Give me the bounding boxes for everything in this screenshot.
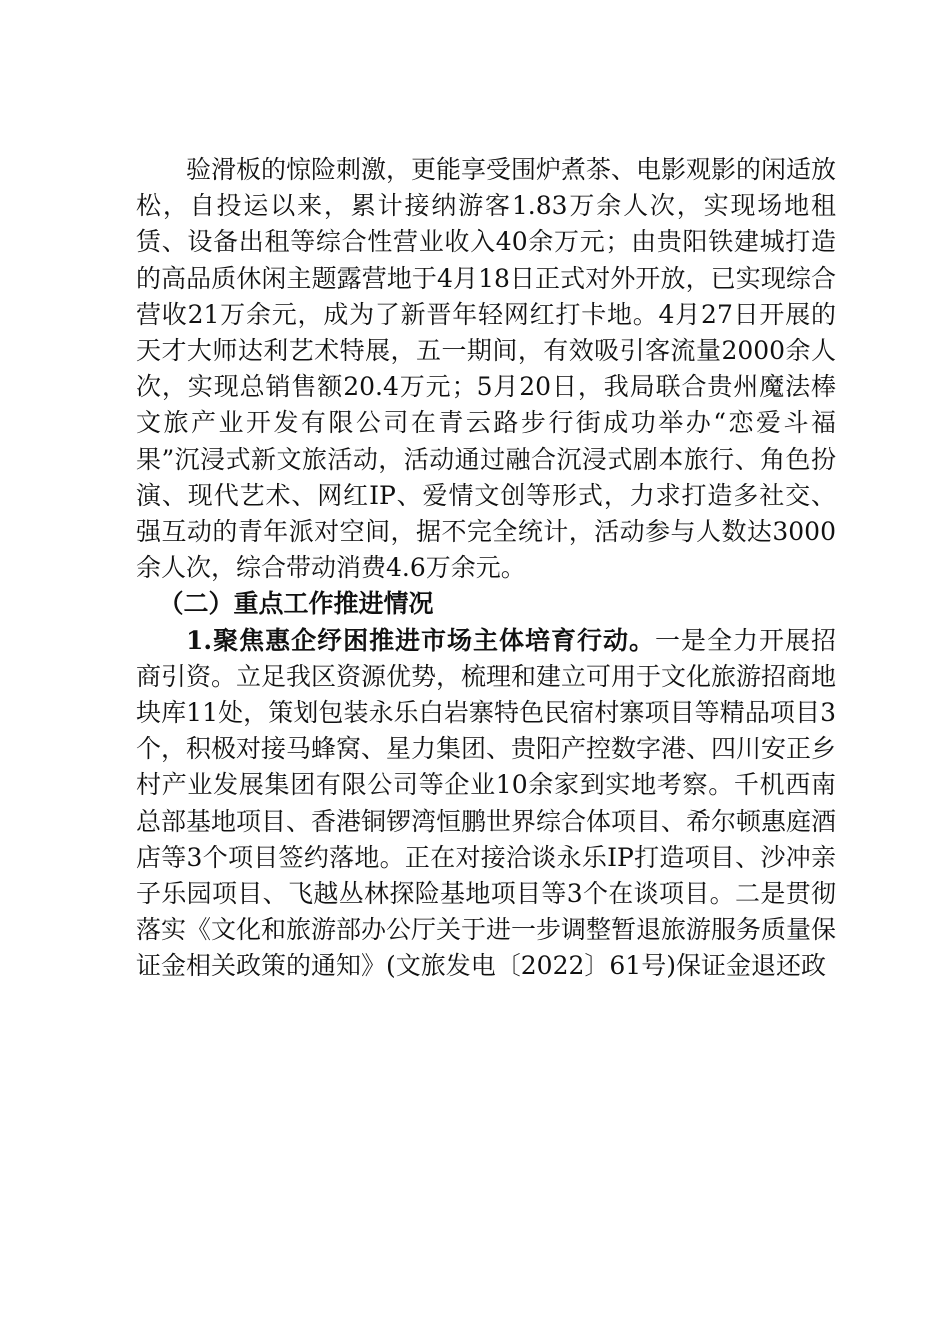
paragraph-market-cultivation [136,623,836,985]
paragraph-continuation: 验滑板的惊险刺激，更能享受围炉煮茶、电影观影的闲适放松，自投运以来，累计接纳游客1.83万余人次，实现场地租赁、设备出租等综合性营业收入40余万元；由贵阳铁建城打造的高品质休闲主题露营地于4月18日正式对外开放，已实现综合营收21万余元，成为了新晋年轻网红打卡地。4月27日开展的天才大师达利艺术特展，五一期间，有效吸引客流量2000余人次，实现总销售额20.4万元；5月20日，我局联合贵州魔法棒文旅产业开发有限公司在青云路步行街成功举办“恋爱斗福果”沉浸式新文旅活动，活动通过融合沉浸式剧本旅行、角色扮演、现代艺术、网红IP、爱情文创等形式，力求打造多社交、强互动的青年派对空间，据不完全统计，活动参与人数达3000余人次，综合带动消费4.6万余元。 [136,155,837,583]
document-body [136,152,836,985]
paragraph-lead-title: 1.聚焦惠企纾困推进市场主体培育行动。 [186,625,656,655]
section-heading: （二）重点工作推进情况 [158,589,434,619]
paragraph-body-text: 一是全力开展招商引资。立足我区资源优势，梳理和建立可用于文化旅游招商地块库11处，策划包装永乐白岩寨特色民宿村寨项目等精品项目3个，积极对接马蜂窝、星力集团、贵阳产控数字港、四川安正乡村产业发展集团有限公司等企业10余家到实地考察。千机西南总部基地项目、香港铜锣湾恒鹏世界综合体项目、希尔顿惠庭酒店等3个项目签约落地。正在对接洽谈永乐IP打造项目、沙冲亲子乐园项目、飞越丛林探险基地项目等3个在谈项目。二是贯彻落实《文化和旅游部办公厅关于进一步调整暂退旅游服务质量保证金相关政策的通知》(文旅发电〔2022〕61号)保证金退还政 [136,625,837,981]
